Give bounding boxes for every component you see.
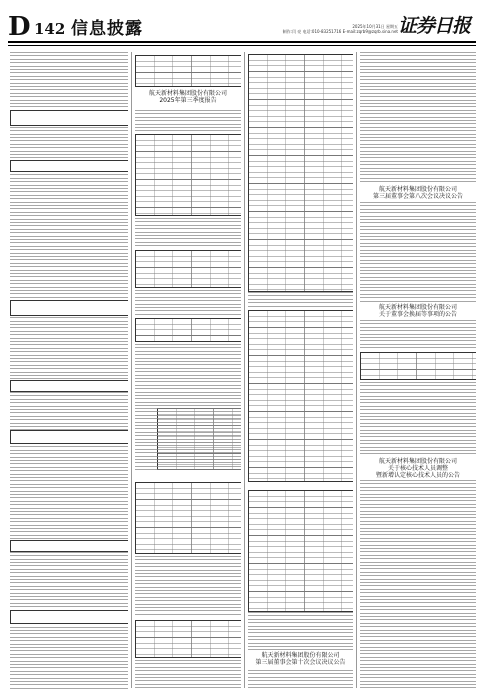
report-title: 2025年第三季度报告	[159, 97, 217, 104]
shareholder-table	[135, 250, 241, 288]
personnel-company: 航天新材料集团股份有限公司	[378, 458, 457, 465]
body-text-line	[135, 314, 241, 318]
body-text-line	[135, 469, 241, 473]
page-letter: D	[8, 12, 31, 42]
column-1	[10, 50, 128, 690]
body-text-line	[360, 301, 476, 305]
contact-line: 制作:闫 亮 电话:010-83251716 E-mail:zqrb9@zqrb.sina.net	[282, 29, 398, 34]
balance-table	[135, 482, 241, 554]
supervisory-title: 关于董事会换届等事项的公告	[378, 311, 457, 318]
personnel-title-2: 暨新增认定核心技术人员的公告	[375, 472, 460, 479]
board-title: 第三届董事会第八次会议决议公告	[372, 193, 463, 200]
body-text-line	[360, 181, 476, 185]
personnel-title-1: 关于核心技术人员调整	[387, 465, 448, 472]
page-number: 142	[34, 20, 66, 38]
bottom-company: 航天新材料集团股份有限公司	[261, 652, 340, 659]
personnel-heading	[360, 458, 476, 479]
date-line: 2025年10月31日 星期五	[352, 24, 398, 29]
report-heading	[135, 90, 241, 104]
body-text-line	[135, 687, 241, 690]
bottom-title: 第三届董事会第十次会议决议公告	[255, 659, 346, 666]
column-2	[135, 50, 241, 690]
supervisory-heading	[360, 304, 476, 318]
balance-sheet-table	[248, 54, 353, 292]
report-notice-box	[135, 55, 241, 87]
body-text-line	[248, 649, 353, 653]
inline-table	[10, 430, 128, 444]
body-text-line	[248, 306, 353, 310]
body-text-line	[135, 130, 241, 134]
column-3	[248, 50, 353, 690]
body-text-line	[10, 688, 128, 690]
column-divider	[244, 52, 245, 688]
inline-table	[10, 160, 128, 172]
inline-table	[10, 110, 128, 126]
inline-table	[10, 300, 128, 316]
body-text-line	[248, 687, 353, 690]
report-company: 航天新材料集团股份有限公司	[148, 90, 227, 97]
column-4	[360, 50, 476, 690]
income-statement-table	[248, 310, 353, 482]
body-text-line	[360, 453, 476, 457]
inline-table	[10, 380, 128, 392]
inline-table	[10, 540, 128, 552]
supervisory-company: 航天新材料集团股份有限公司	[378, 304, 457, 311]
header-rule-thin	[8, 45, 476, 46]
section-title: 信息披露	[71, 19, 143, 39]
financial-table	[135, 134, 241, 216]
column-divider	[131, 52, 132, 688]
body-text-line	[360, 347, 476, 351]
body-text-line	[360, 687, 476, 690]
newspaper-logo: 证券日报	[397, 15, 470, 37]
board-meeting-heading	[360, 186, 476, 200]
header-rule	[8, 41, 476, 43]
board-company: 航天新材料集团股份有限公司	[378, 186, 457, 193]
inline-table	[10, 610, 128, 624]
cashflow-table	[248, 490, 353, 612]
body-text-line	[135, 245, 241, 249]
column-divider	[356, 52, 357, 688]
body-text-line	[135, 614, 241, 618]
summary-table	[135, 318, 241, 342]
footer-table	[135, 620, 241, 658]
bottom-announcement-heading	[248, 652, 353, 666]
candidate-table	[360, 352, 476, 380]
header-meta	[283, 24, 398, 34]
